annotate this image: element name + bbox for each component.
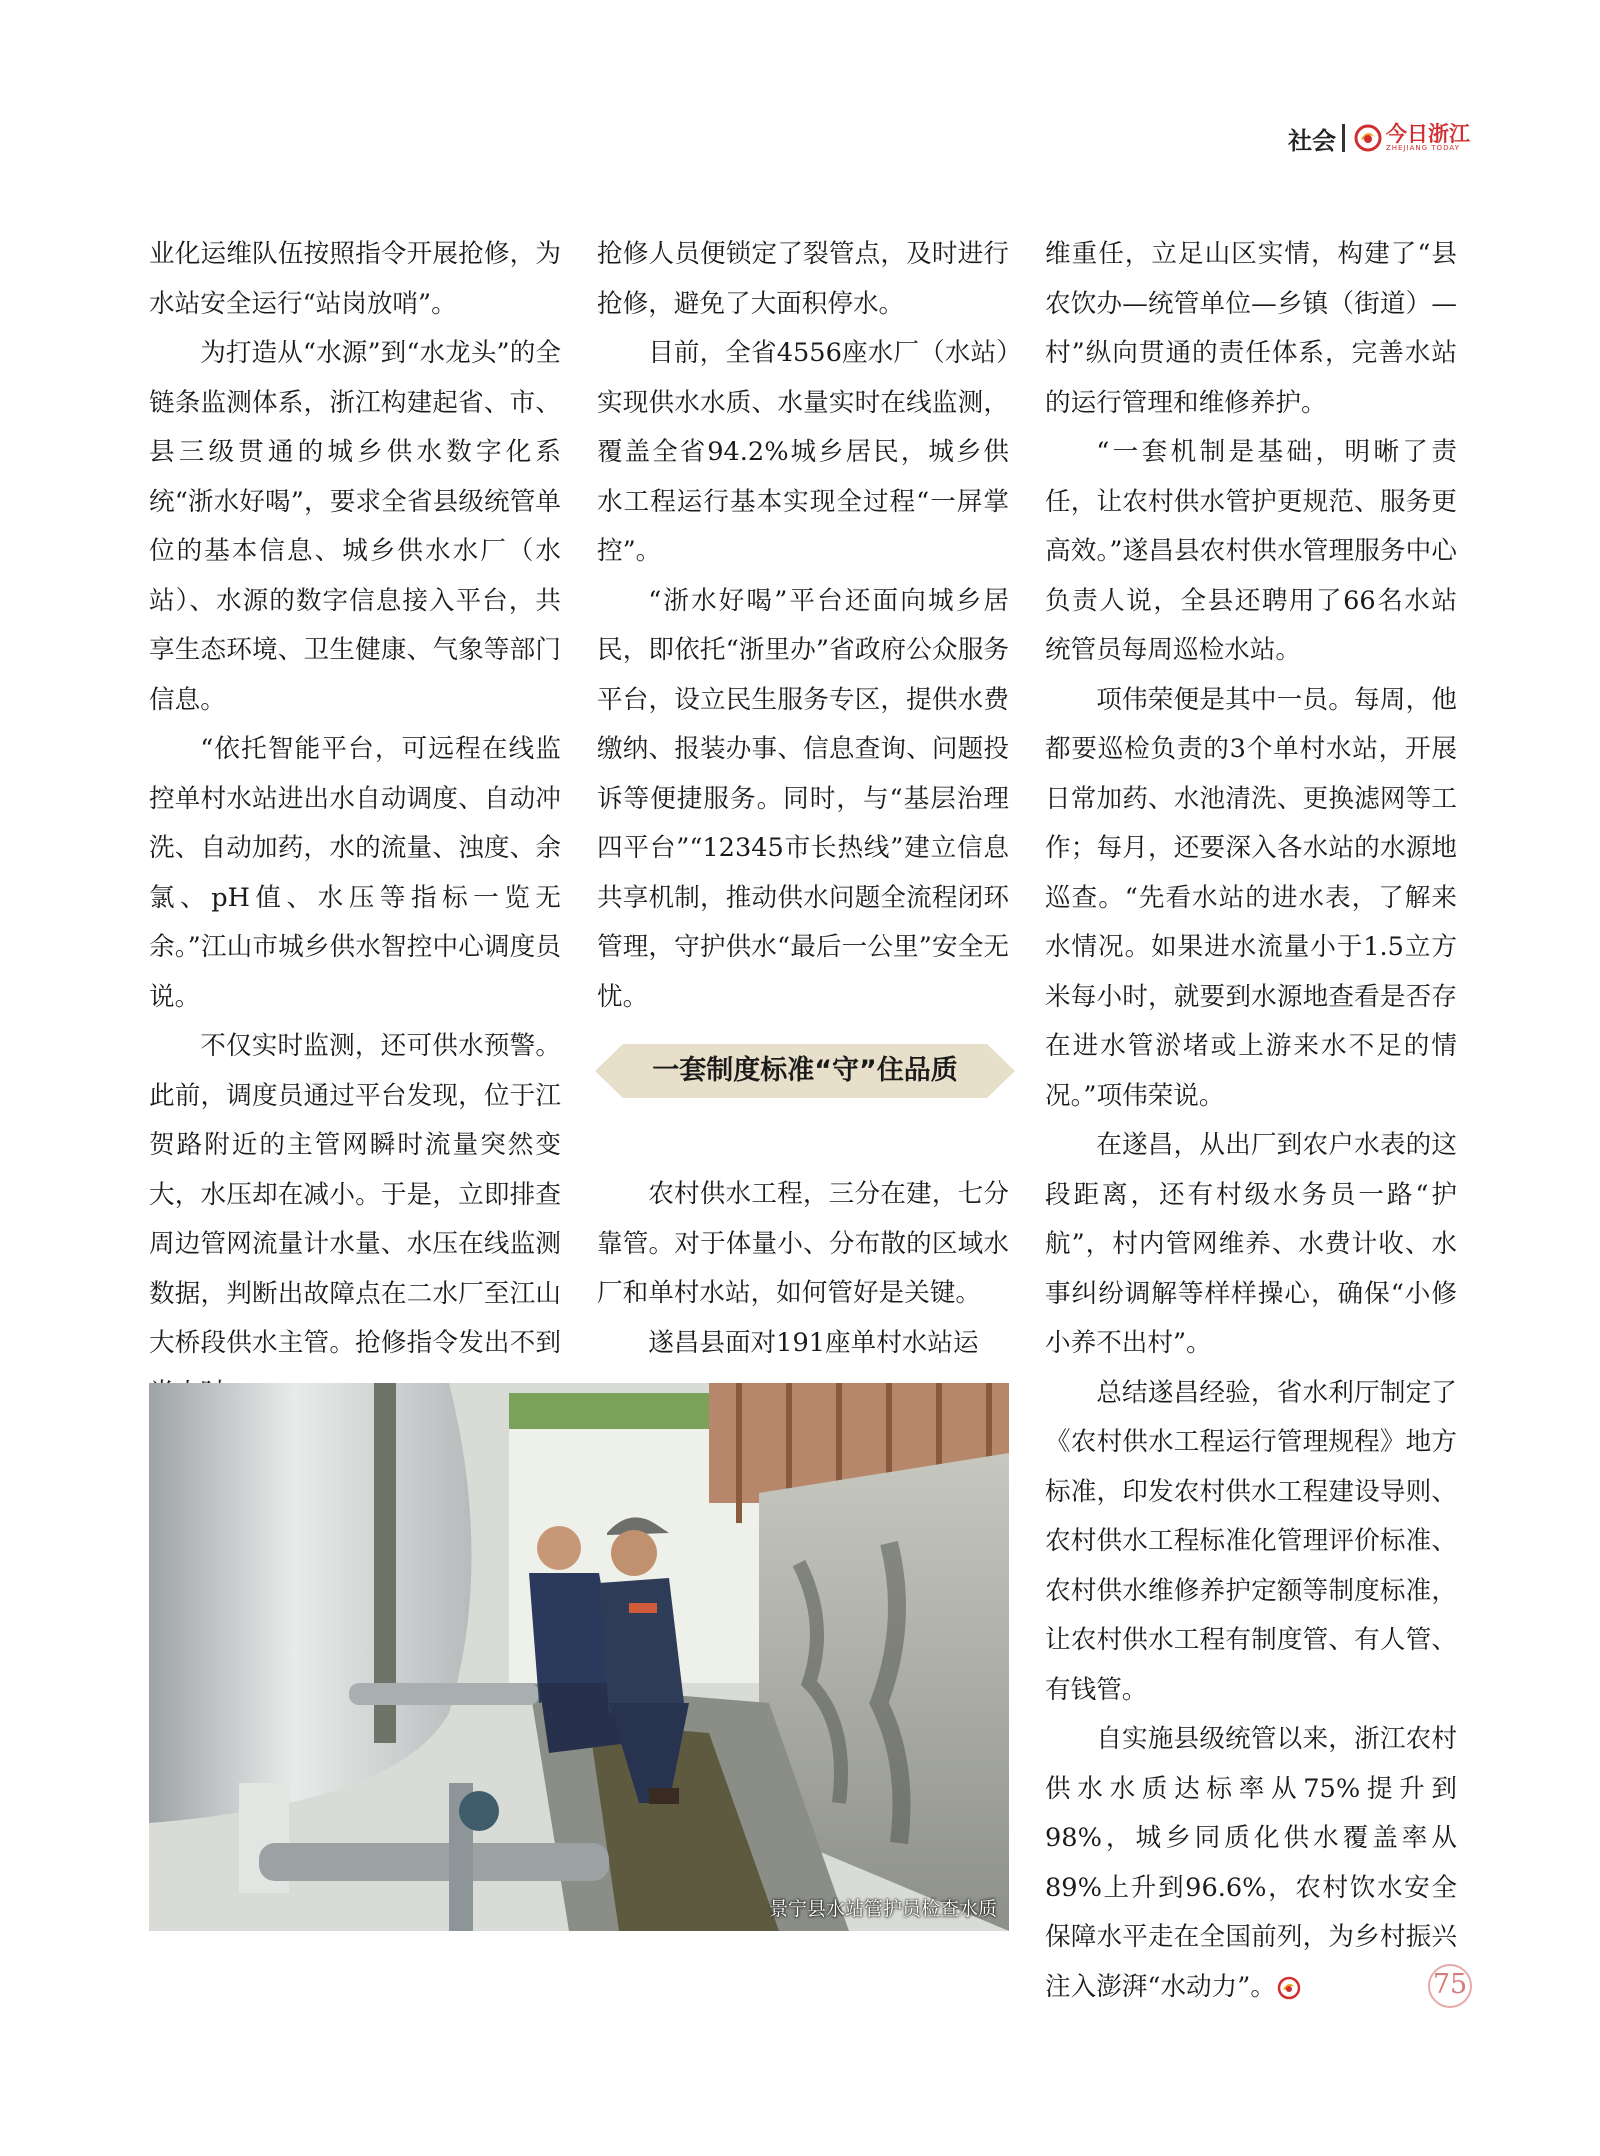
page-header bbox=[1288, 118, 1470, 158]
logo-chinese-name: 今日浙江 bbox=[1386, 121, 1470, 146]
paragraph: 遂昌县面对191座单村水站运 bbox=[648, 1327, 979, 1358]
magazine-logo bbox=[1353, 123, 1470, 153]
paragraph bbox=[1045, 1715, 1457, 2012]
paragraph: 农村供水工程，三分在建，七分靠管。对于体量小、分布散的区域水厂和单村水站，如何管好是关键。 bbox=[597, 1179, 1009, 1308]
paragraph-text: 自实施县级统管以来，浙江农村供水水质达标率从75%提升到98%，城乡同质化供水覆盖率从89%上升到96.6%，农村饮水安全保障水平走在全国前列，为乡村振兴注入澎湃“水动力”。 bbox=[1045, 1724, 1457, 2002]
paragraph: “一套机制是基础，明晰了责任，让农村供水管护更规范、服务更高效。”遂昌县农村供水管理服务中心负责人说，全县还聘用了66名水站统管员每周巡检水站。 bbox=[1045, 437, 1457, 665]
paragraph: 目前，全省4556座水厂（水站）实现供水水质、水量实时在线监测，覆盖全省94.2%城乡居民，城乡供水工程运行基本实现全过程“一屏掌控”。 bbox=[597, 338, 1009, 566]
subheading-text: 一套制度标准“守”住品质 bbox=[652, 1055, 958, 1086]
logo-swirl-icon bbox=[1353, 123, 1383, 153]
section-label: 社会 bbox=[1288, 126, 1336, 155]
paragraph: 不仅实时监测，还可供水预警。此前，调度员通过平台发现，位于江贺路附近的主管网瞬时流量突然变大，水压却在减小。于是，立即排查周边管网流量计水量、水压在线监测数据，判断出故障点在二水厂至江山大桥段供水主管。抢修指令发出不到 bbox=[149, 1031, 561, 1358]
water-station-scene bbox=[149, 1383, 1009, 1931]
end-mark-icon bbox=[1276, 1975, 1302, 2001]
paragraph: 维重任，立足山区实情，构建了“县农饮办—统管单位—乡镇（街道）—村”纵向贯通的责任体系，完善水站的运行管理和维修养护。 bbox=[1045, 239, 1457, 418]
article-column-1 bbox=[149, 230, 561, 1418]
paragraph: 在遂昌，从出厂到农户水表的这段距离，还有村级水务员一路“护航”，村内管网维养、水费计收、水事纠纷调解等样样操心，确保“小修小养不出村”。 bbox=[1045, 1130, 1457, 1358]
paragraph: 业化运维队伍按照指令开展抢修，为水站安全运行“站岗放哨”。 bbox=[149, 239, 561, 319]
page-number: 75 bbox=[1428, 1964, 1472, 2008]
section-subheading bbox=[595, 1040, 1015, 1102]
photo-caption: 景宁县水站管护员检查水质 bbox=[768, 1898, 997, 1920]
paragraph: “依托智能平台，可远程在线监控单村水站进出水自动调度、自动冲洗、自动加药，水的流量、浊度、余氯、pH值、水压等指标一览无余。”江山市城乡供水智控中心调度员说。 bbox=[149, 734, 561, 1012]
article-photo bbox=[149, 1383, 1009, 1931]
paragraph: 抢修人员便锁定了裂管点，及时进行抢修，避免了大面积停水。 bbox=[597, 239, 1009, 319]
paragraph: 总结遂昌经验，省水利厅制定了《农村供水工程运行管理规程》地方标准，印发农村供水工程建设导则、农村供水工程标准化管理评价标准、农村供水维修养护定额等制度标准，让农村供水工程有制度管、有人管、有钱管。 bbox=[1045, 1377, 1457, 1705]
paragraph: “浙水好喝”平台还面向城乡居民，即依托“浙里办”省政府公众服务平台，设立民生服务专区，提供水费缴纳、报装办事、信息查询、问题投诉等便捷服务。同时，与“基层治理四平台”“12345市长热线”建立信息共享机制，推动供水问题全流程闭环管理，守护供水“最后一公里”安全无忧。 bbox=[597, 585, 1009, 1012]
article-column-2 bbox=[597, 230, 1009, 1368]
paragraph: 为打造从“水源”到“水龙头”的全链条监测体系，浙江构建起省、市、县三级贯通的城乡供水数字化系统“浙水好喝”，要求全省县级统管单位的基本信息、城乡供水水厂（水站）、水源的数字信息接入平台，共享生态环境、卫生健康、气象等部门信息。 bbox=[149, 338, 561, 715]
article-column-3 bbox=[1045, 230, 1457, 2012]
paragraph: 项伟荣便是其中一员。每周，他都要巡检负责的3个单村水站，开展日常加药、水池清洗、更换滤网等工作；每月，还要深入各水站的水源地巡查。“先看水站的进水表，了解来水情况。如果进水流量小于1.5立方米每小时，就要到水源地查看是否存在进水管淤堵或上游来水不足的情况。”项伟荣说。 bbox=[1045, 684, 1457, 1111]
header-divider bbox=[1342, 124, 1345, 152]
logo-english-name: ZHEJIANG TODAY bbox=[1386, 144, 1460, 152]
